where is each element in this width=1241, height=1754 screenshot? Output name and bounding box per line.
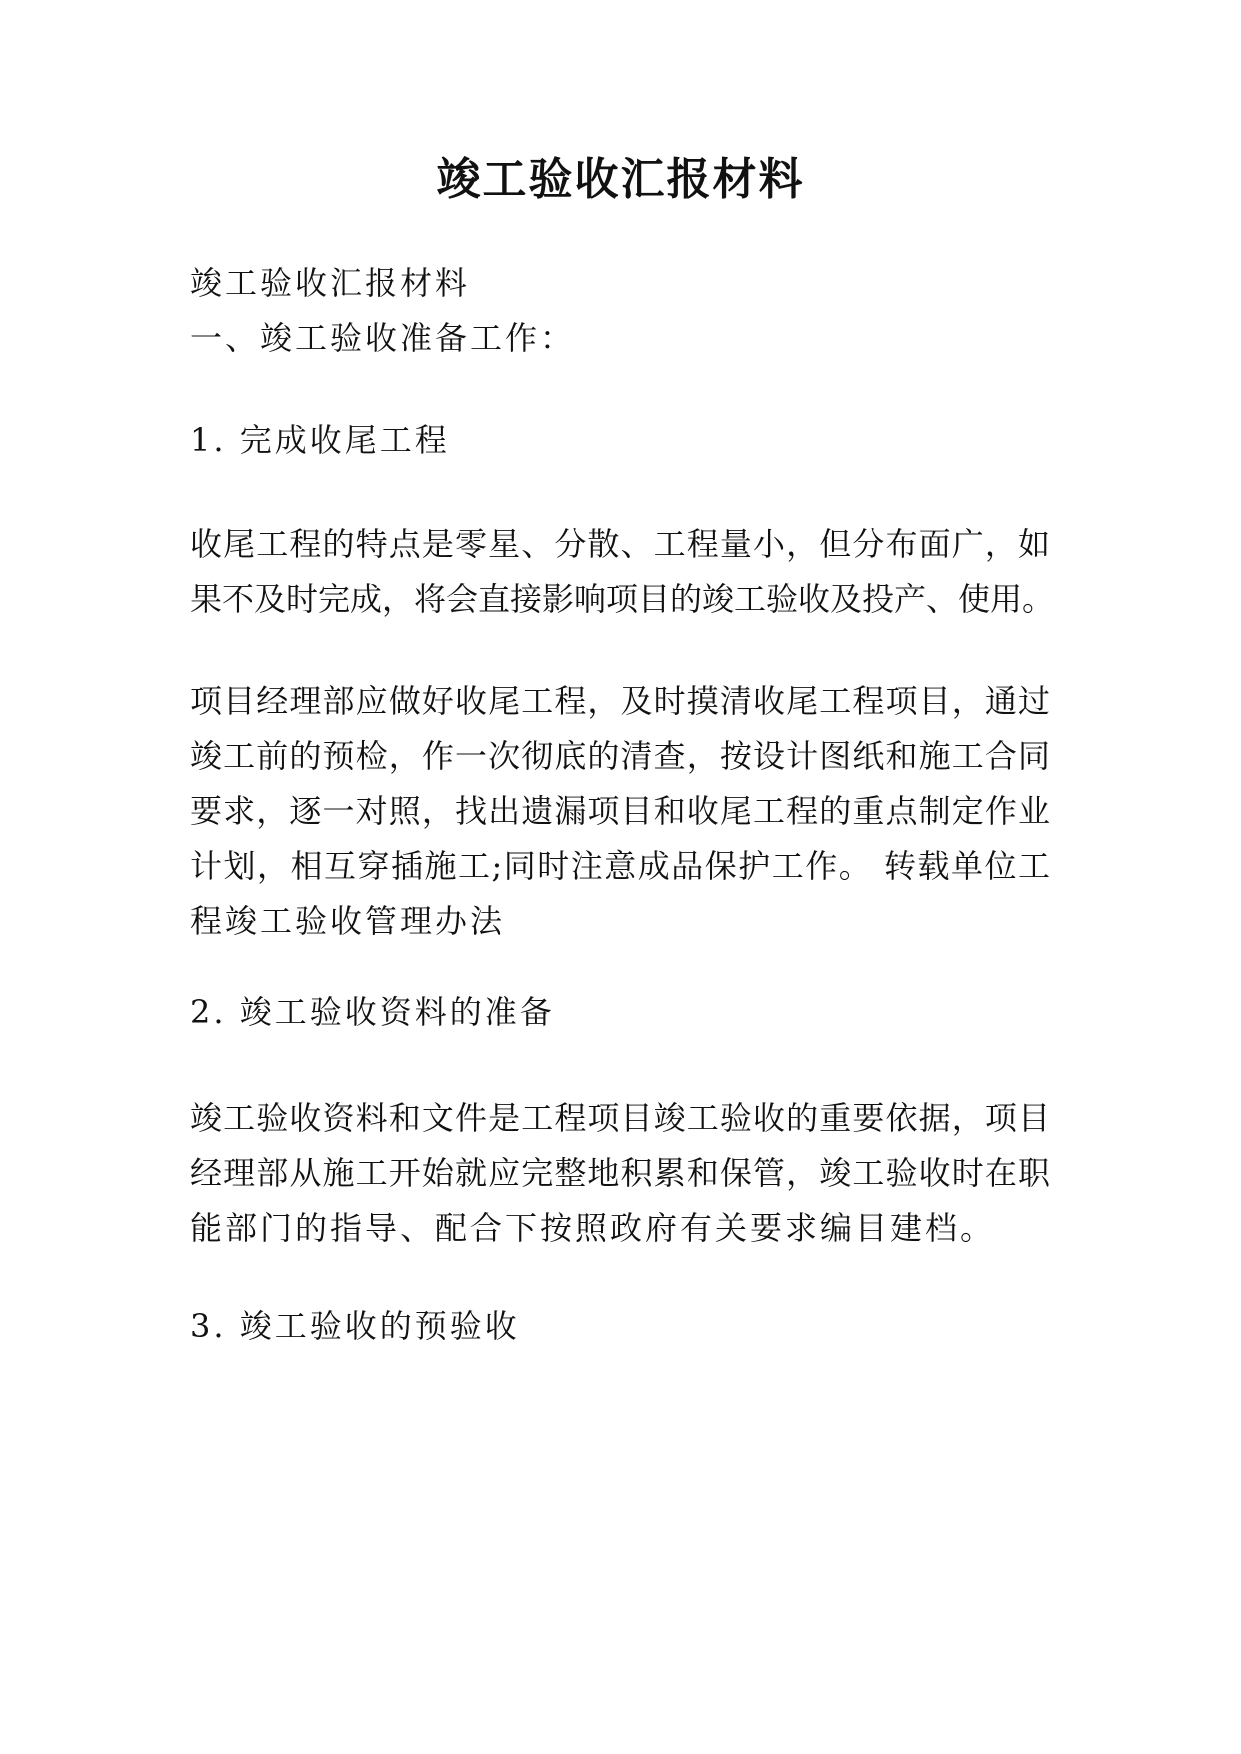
paragraph-2-line-4: 计划，相互穿插施工;同时注意成品保护工作。 转载单位工 xyxy=(190,847,1050,885)
subtitle: 竣工验收汇报材料 xyxy=(190,264,471,302)
item-heading-1: 1. 完成收尾工程 xyxy=(190,421,450,459)
item-heading-2: 2. 竣工验收资料的准备 xyxy=(190,993,555,1031)
paragraph-1-line-1: 收尾工程的特点是零星、分散、工程量小，但分布面广，如 xyxy=(190,525,1050,563)
paragraph-3-line-2: 经理部从施工开始就应完整地积累和保管，竣工验收时在职 xyxy=(190,1154,1050,1192)
paragraph-2-line-3: 要求，逐一对照，找出遗漏项目和收尾工程的重点制定作业 xyxy=(190,792,1050,830)
item-heading-3: 3. 竣工验收的预验收 xyxy=(190,1307,520,1345)
document-title: 竣工验收汇报材料 xyxy=(436,154,805,205)
section-heading-1: 一、竣工验收准备工作： xyxy=(190,319,576,357)
paragraph-2-line-5: 程竣工验收管理办法 xyxy=(190,902,506,940)
paragraph-1-line-2: 果不及时完成，将会直接影响项目的竣工验收及投产、使用。 xyxy=(190,580,1055,618)
paragraph-2-line-1: 项目经理部应做好收尾工程，及时摸清收尾工程项目，通过 xyxy=(190,682,1050,720)
paragraph-3-line-1: 竣工验收资料和文件是工程项目竣工验收的重要依据，项目 xyxy=(190,1099,1050,1137)
paragraph-3-line-3: 能部门的指导、配合下按照政府有关要求编目建档。 xyxy=(190,1209,996,1247)
paragraph-2-line-2: 竣工前的预检，作一次彻底的清查，按设计图纸和施工合同 xyxy=(190,737,1050,775)
